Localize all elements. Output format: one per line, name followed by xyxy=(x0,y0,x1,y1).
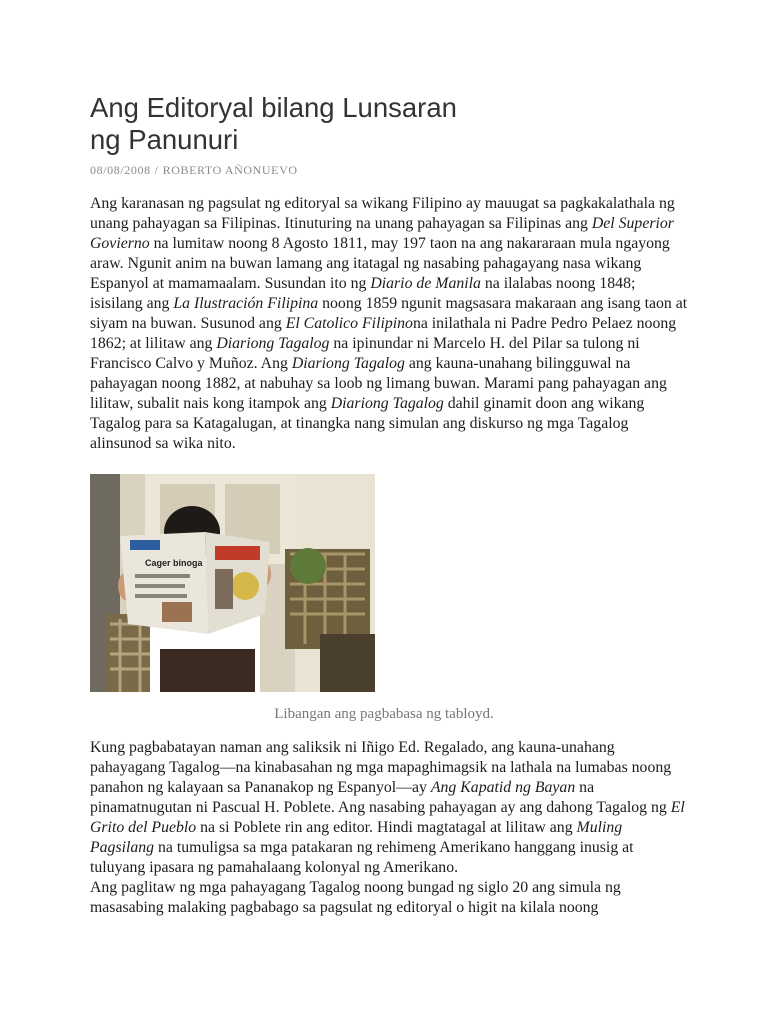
article-meta xyxy=(90,163,298,178)
publication-title: Del Superior Govierno xyxy=(90,215,674,252)
author-link[interactable]: ROBERTO AÑONUEVO xyxy=(162,163,298,177)
publication-title: Diario de Manila xyxy=(370,275,481,292)
publication-title: El Catolico Filipino xyxy=(285,315,413,332)
publication-title: Diariong Tagalog xyxy=(291,355,405,372)
meta-separator: / xyxy=(154,163,159,177)
paragraph-1 xyxy=(90,194,690,454)
title-line-1: Ang Editoryal bilang Lunsaran xyxy=(90,92,457,123)
publication-title: Diariong Tagalog xyxy=(330,395,444,412)
publication-title: La Ilustración Filipina xyxy=(173,295,319,312)
photo-caption: Libangan ang pagbabasa ng tabloyd. xyxy=(274,706,494,722)
text-run: na ipinundar ni Marcelo H. del Pilar sa tulong ni Francisco Calvo y Muñoz. Ang xyxy=(90,335,640,372)
text-run: Kung pagbabatayan naman ang saliksik ni Iñigo Ed. Regalado, ang kauna-unahang pahayagang Tagalog—na kinabasahan ng mga mapaghimagsik na lathala na lumabas noong panahon ng kalayaan sa Pananakop ng Espanyol—ay xyxy=(90,739,672,796)
text-run: na inilathala ni Padre Pedro Pelaez noong 1862; at lilitaw ang xyxy=(90,315,677,352)
text-run: Ang paglitaw ng mga pahayagang Tagalog noong bungad ng siglo 20 ang simula ng masasabing malaking pagbabago sa pagsulat ng editoryal o higit na kilala noong xyxy=(90,879,621,916)
text-run: na lumitaw noong 8 Agosto 1811, may 197 taon na ang nakararaan mula ngayong araw. Ngunit anim na buwan lamang ang itatagal ng nasabing pahagayang nasa wikang Espanyol at mamamaalam. Susundan ito ng xyxy=(90,235,670,292)
photo-newspaper-textline-2 xyxy=(135,584,185,588)
photo-illustration xyxy=(90,474,375,692)
photo-plant xyxy=(290,548,326,584)
photo-chair-legs xyxy=(320,634,375,692)
text-run: ang kauna-unahang bilingguwal na pahayagan noong 1882, at nabuhay sa loob ng limang buwan. Marami pang pahayagan ang lilitaw, subalit nais kong itampok ang xyxy=(90,355,667,412)
paragraph-2 xyxy=(90,738,690,918)
photo-newspaper-headline: Cager binoga xyxy=(145,558,203,568)
text-run: na tumuligsa sa mga patakaran ng rehimeng Amerikano hanggang inusig at tuluyang ipasara ng pamahalaang kolonyal ng Amerikano. xyxy=(90,839,634,876)
photo-newspaper-photo-right xyxy=(215,569,233,609)
photo-newspaper-masthead xyxy=(130,540,160,550)
publication-title: Muling Pagsilang xyxy=(90,819,623,856)
text-run: na ilalabas noong 1848; isisilang ang xyxy=(90,275,636,312)
photo-person-skirt xyxy=(160,649,255,692)
photo-newspaper-textline-1 xyxy=(135,574,190,578)
title-line-2: ng Panunuri xyxy=(90,124,239,155)
photo-newspaper-textline-3 xyxy=(135,594,187,598)
post-date: 08/08/2008 xyxy=(90,163,151,177)
article-title xyxy=(90,92,650,156)
text-run: na pinamatnugutan ni Pascual H. Poblete. Ang nasabing pahayagan ay ang dahong Tagalog ng xyxy=(90,779,671,816)
text-run: na si Poblete rin ang editor. Hindi magtatagal at lilitaw ang xyxy=(196,819,577,836)
publication-title: El Grito del Pueblo xyxy=(90,799,685,836)
photo-newspaper-badge xyxy=(231,572,259,600)
photo-newspaper-banner xyxy=(215,546,260,560)
text-run: Ang karanasan ng pagsulat ng editoryal sa wikang Filipino ay mauugat sa pagkakalathala ng unang pahayagan sa Filipinas. Itinuturing na unang pahayagan sa Filipinas ang xyxy=(90,195,675,232)
text-run: dahil ginamit doon ang wikang Tagalog para sa Katagalugan, at tinangka nang simulan ang diskurso ng mga Tagalog alinsunod sa wika nito. xyxy=(90,395,645,452)
publication-title: Diariong Tagalog xyxy=(216,335,330,352)
article-photo xyxy=(90,474,375,692)
publication-title: Ang Kapatid ng Bayan xyxy=(430,779,576,796)
photo-newspaper-image xyxy=(162,602,192,622)
text-run: noong 1859 ngunit magsasara makaraan ang isang taon at siyam na buwan. Susunod ang xyxy=(90,295,688,332)
